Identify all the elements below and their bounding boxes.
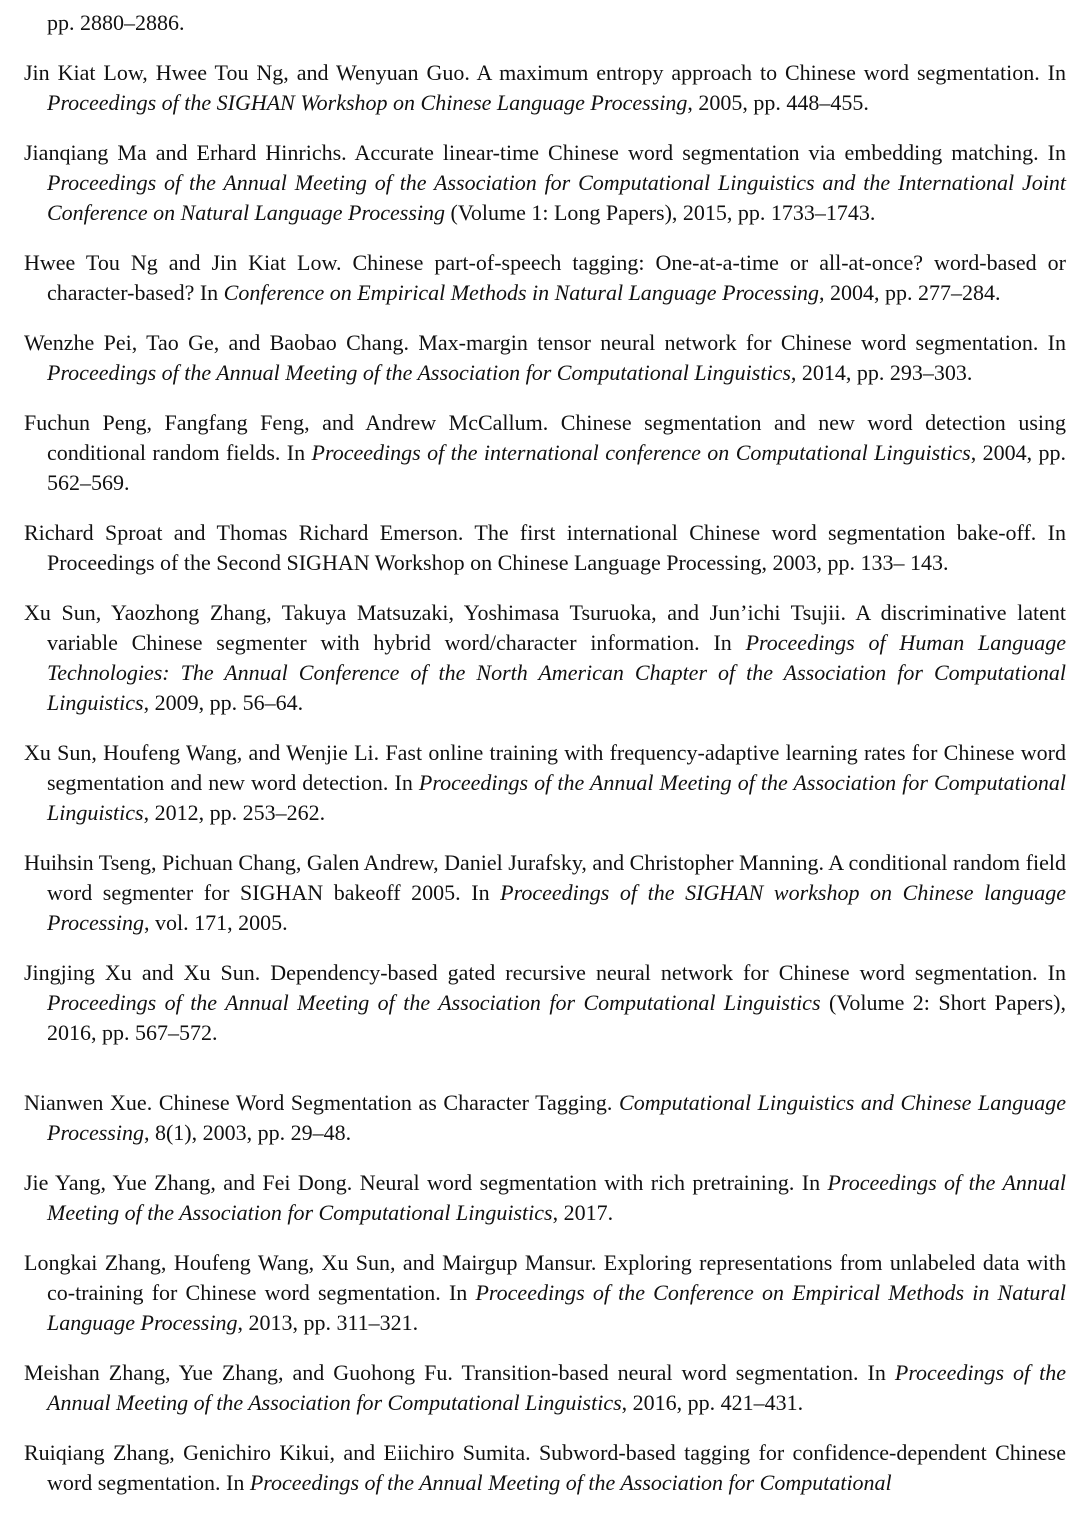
reference-text: , 2014, pp. 293–303.: [790, 360, 973, 385]
reference-text: Hwee Tou Ng and Jin Kiat Low. Chinese part-of-speech tagging: One-at-a-time or all-at-once? word-based or character-based? In: [24, 250, 1066, 305]
reference-entry: [24, 598, 1066, 718]
reference-text: (Volume 2: Short Papers), 2016, pp. 567–572.: [47, 990, 1066, 1045]
reference-entry: [24, 58, 1066, 118]
reference-entry: [24, 328, 1066, 388]
reference-entry: [24, 1358, 1066, 1418]
reference-venue: Proceedings of Human Language Technologies: The Annual Conference of the North American Chapter of the Association for Computational Linguistics: [47, 630, 1066, 715]
reference-text: (Volume 1: Long Papers), 2015, pp. 1733–1743.: [445, 200, 876, 225]
reference-venue: Proceedings of the Annual Meeting of the Association for Computational Linguistics: [47, 360, 791, 385]
reference-venue: Proceedings of the SIGHAN workshop on Chinese language Processing: [47, 880, 1067, 935]
reference-text: Ruiqiang Zhang, Genichiro Kikui, and Eiichiro Sumita. Subword-based tagging for confidence-dependent Chinese word segmentation. In: [24, 1440, 1066, 1495]
reference-text: Xu Sun, Houfeng Wang, and Wenjie Li. Fast online training with frequency-adaptive learning rates for Chinese word segmentation and new word detection. In: [24, 740, 1066, 795]
reference-entry: [24, 1248, 1066, 1338]
reference-entry: [24, 1438, 1066, 1498]
reference-venue: Proceedings of the Annual Meeting of the Association for Computational Linguistics and the International Joint Conference on Natural Language Processing: [47, 170, 1066, 225]
reference-venue: Proceedings of the Annual Meeting of the Association for Computational Linguistics: [47, 990, 821, 1015]
reference-entry: [24, 248, 1066, 308]
reference-entry: [24, 738, 1066, 828]
reference-venue: Proceedings of the Annual Meeting of the Association for Computational Linguistics: [47, 1170, 1066, 1225]
reference-venue: Conference on Empirical Methods in Natural Language Processing: [223, 280, 820, 305]
reference-text: Richard Sproat and Thomas Richard Emerson. The first international Chinese word segmentation bake-off. In Proceedings of the Second SIGHAN Workshop on Chinese Language Processing, 2003, pp. 133– 143.: [24, 520, 1066, 575]
reference-text: , 2013, pp. 311–321.: [237, 1310, 419, 1335]
reference-text: , 2005, pp. 448–455.: [687, 90, 869, 115]
reference-entry: [24, 848, 1066, 938]
reference-text: Jingjing Xu and Xu Sun. Dependency-based gated recursive neural network for Chinese word segmentation. In: [24, 960, 1066, 985]
reference-text: Wenzhe Pei, Tao Ge, and Baobao Chang. Max-margin tensor neural network for Chinese word segmentation. In: [24, 330, 1066, 355]
reference-entry: [24, 1168, 1066, 1228]
reference-venue: Proceedings of the Annual Meeting of the Association for Computational: [249, 1470, 892, 1495]
reference-text: , 2009, pp. 56–64.: [143, 690, 304, 715]
reference-entry: [24, 958, 1066, 1048]
reference-venue: Proceedings of the Annual Meeting of the Association for Computational Linguistics: [47, 770, 1066, 825]
reference-text: Xu Sun, Yaozhong Zhang, Takuya Matsuzaki, Yoshimasa Tsuruoka, and Jun’ichi Tsujii. A discriminative latent variable Chinese segmenter with hybrid word/character information. In: [24, 600, 1066, 655]
reference-entry: [24, 1088, 1066, 1148]
reference-text: Meishan Zhang, Yue Zhang, and Guohong Fu. Transition-based neural word segmentation. In: [24, 1360, 895, 1385]
reference-text: pp. 2880–2886.: [47, 10, 185, 35]
reference-continuation: [24, 8, 1066, 38]
reference-venue: Proceedings of the Annual Meeting of the Association for Computational Linguistics: [47, 1360, 1067, 1415]
reference-text: Huihsin Tseng, Pichuan Chang, Galen Andrew, Daniel Jurafsky, and Christopher Manning. A conditional random field word segmenter for SIGHAN bakeoff 2005. In: [24, 850, 1066, 905]
reference-venue: Proceedings of the international conference on Computational Linguistics: [311, 440, 971, 465]
reference-entry: [24, 408, 1066, 498]
reference-text: , 2016, pp. 421–431.: [621, 1390, 804, 1415]
reference-text: Jin Kiat Low, Hwee Tou Ng, and Wenyuan Guo. A maximum entropy approach to Chinese word segmentation. In: [24, 60, 1066, 85]
reference-text: Nianwen Xue. Chinese Word Segmentation as Character Tagging.: [24, 1090, 620, 1115]
reference-venue: Computational Linguistics and Chinese Language Processing: [47, 1090, 1066, 1145]
reference-venue: Proceedings of the SIGHAN Workshop on Chinese Language Processing: [47, 90, 688, 115]
reference-entry: [24, 518, 1066, 578]
reference-text: , 2017.: [552, 1200, 614, 1225]
reference-text: Fuchun Peng, Fangfang Feng, and Andrew McCallum. Chinese segmentation and new word detection using conditional random fields. In: [24, 410, 1066, 465]
reference-text: , vol. 171, 2005.: [143, 910, 288, 935]
reference-text: Jianqiang Ma and Erhard Hinrichs. Accurate linear-time Chinese word segmentation via embedding matching. In: [24, 140, 1066, 165]
reference-text: , 2012, pp. 253–262.: [143, 800, 326, 825]
reference-text: Jie Yang, Yue Zhang, and Fei Dong. Neural word segmentation with rich pretraining. In: [24, 1170, 828, 1195]
reference-text: , 2004, pp. 562–569.: [47, 440, 1067, 495]
reference-text: , 2004, pp. 277–284.: [819, 280, 1001, 305]
reference-text: , 8(1), 2003, pp. 29–48.: [143, 1120, 352, 1145]
reference-list: [24, 8, 1066, 1518]
reference-venue: Proceedings of the Conference on Empirical Methods in Natural Language Processing: [47, 1280, 1066, 1335]
reference-text: Longkai Zhang, Houfeng Wang, Xu Sun, and Mairgup Mansur. Exploring representations from unlabeled data with co-training for Chinese word segmentation. In: [24, 1250, 1066, 1305]
reference-entry: [24, 138, 1066, 228]
